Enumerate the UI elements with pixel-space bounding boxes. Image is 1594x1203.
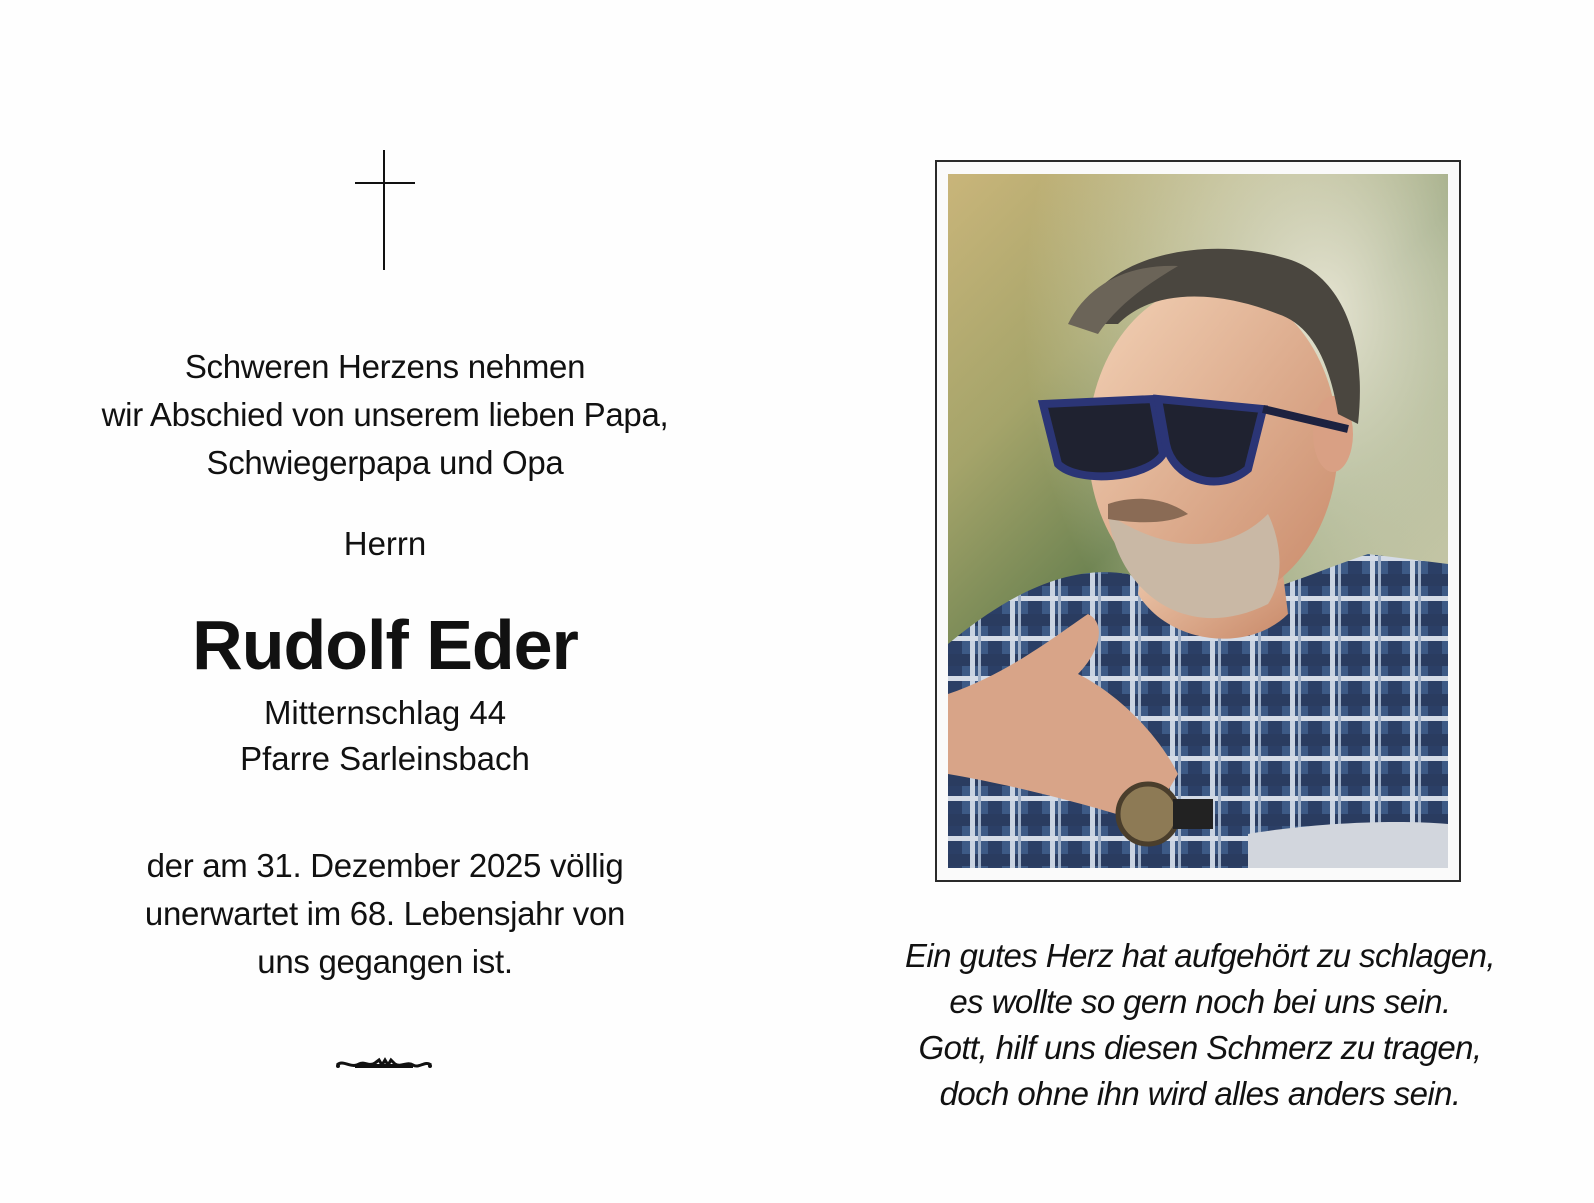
deceased-name: Rudolf Eder bbox=[192, 606, 578, 684]
death-line: der am 31. Dezember 2025 völlig bbox=[146, 847, 624, 884]
verse-line: doch ohne ihn wird alles anders sein. bbox=[939, 1075, 1461, 1112]
verse-line: Gott, hilf uns diesen Schmerz zu tragen, bbox=[918, 1029, 1482, 1066]
address-line: Pfarre Sarleinsbach bbox=[240, 740, 530, 777]
address bbox=[40, 690, 730, 782]
intro-line: wir Abschied von unserem lieben Papa, bbox=[101, 396, 669, 433]
death-line: uns gegangen ist. bbox=[257, 943, 513, 980]
cross-icon bbox=[355, 150, 415, 270]
memorial-verse bbox=[860, 933, 1540, 1117]
death-notice bbox=[40, 842, 730, 986]
portrait-photo bbox=[948, 174, 1448, 868]
photo-frame bbox=[935, 160, 1461, 882]
salutation: Herrn bbox=[343, 525, 427, 562]
intro-text bbox=[40, 343, 730, 487]
intro-line: Schwiegerpapa und Opa bbox=[206, 444, 564, 481]
intro-line: Schweren Herzens nehmen bbox=[184, 348, 586, 385]
address-line: Mitternschlag 44 bbox=[263, 694, 507, 731]
verse-line: Ein gutes Herz hat aufgehört zu schlagen, bbox=[905, 937, 1495, 974]
death-line: unerwartet im 68. Lebensjahr von bbox=[144, 895, 626, 932]
ornament-icon bbox=[335, 1057, 433, 1071]
verse-line: es wollte so gern noch bei uns sein. bbox=[949, 983, 1451, 1020]
portrait-illustration bbox=[948, 174, 1448, 868]
